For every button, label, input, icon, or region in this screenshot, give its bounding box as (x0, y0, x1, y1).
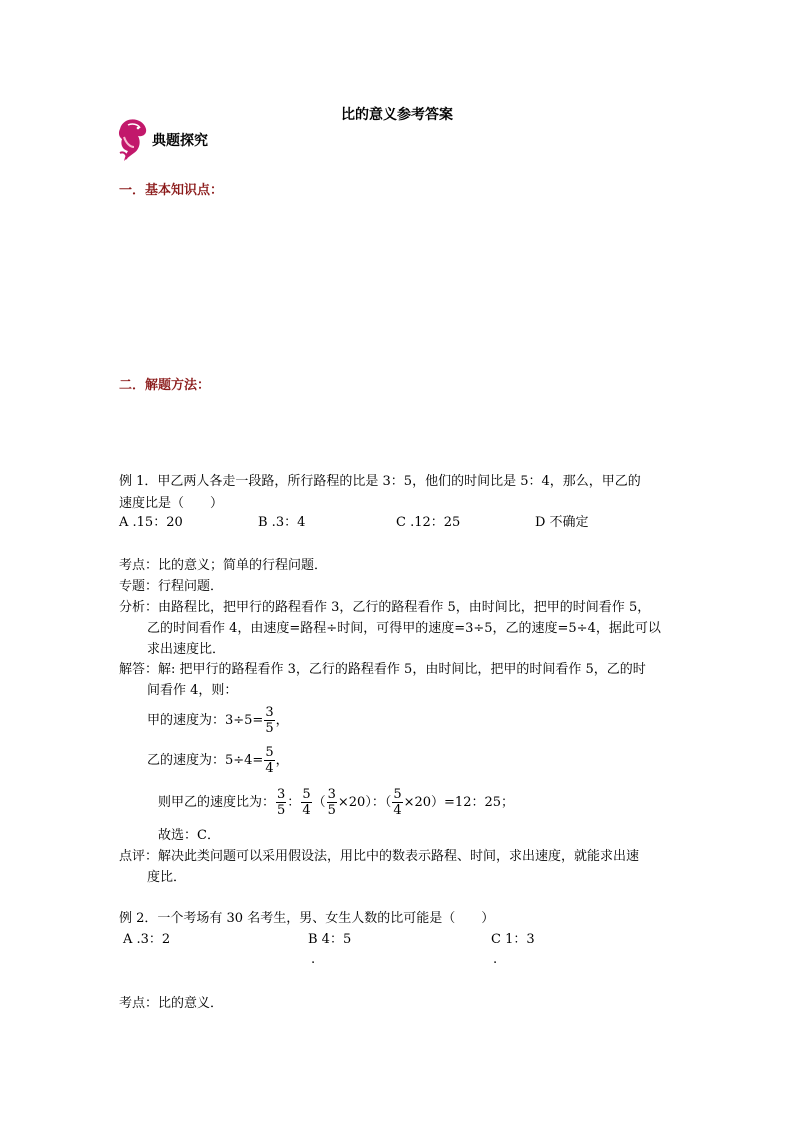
example1-zhuanti: 专题：行程问题． (119, 579, 224, 594)
fraction (392, 787, 402, 818)
jia-speed-suffix: ， (275, 712, 289, 728)
example1-fenxi-line1: 分析：由路程比，把甲行的路程看作 3，乙行的路程看作 5，由时间比，把甲的时间看作 5， (119, 600, 651, 615)
ratio-prefix: 则甲乙的速度比为： (158, 794, 276, 810)
fraction-denominator: 4 (302, 803, 311, 818)
fraction-numerator: 5 (393, 787, 402, 802)
example1-dianping-line2: 度比． (147, 870, 187, 885)
section-number: 一． (119, 183, 146, 198)
section-methods (119, 374, 210, 393)
ratio-open-paren: （ (312, 794, 326, 810)
example1-choice: 故选：C． (158, 828, 220, 843)
example2-kaodian: 考点：比的意义． (119, 996, 224, 1011)
example1-jieda-line1: 解答：解: 把甲行的路程看作 3，乙行的路程看作 5，由时间比，把甲的时间看作 5，乙的时 (119, 662, 646, 677)
yi-speed-suffix: ， (275, 752, 289, 768)
example2-option-c-dot: . (493, 952, 498, 967)
fraction (327, 787, 337, 818)
fraction (276, 787, 286, 818)
ratio-tail: ×20）=12：25； (403, 794, 515, 810)
fraction-denominator: 4 (265, 761, 274, 776)
example1-question-line2: 速度比是（ ） (119, 496, 224, 511)
example2-option-b: B 4：5 (308, 932, 352, 947)
ratio-colon: ： (287, 794, 301, 810)
fraction-numerator: 3 (265, 705, 274, 720)
example1-option-b: B .3：4 (258, 515, 306, 530)
dolphin-logo-icon (116, 117, 150, 163)
section-number: 二． (119, 378, 146, 393)
example1-jieda-line2: 间看作 4，则： (147, 683, 238, 698)
example1-fenxi-line3: 求出速度比． (147, 642, 226, 657)
example1-speed-ratio (158, 787, 514, 818)
example1-option-a: A .15：20 (119, 515, 183, 530)
section-label: 解题方法： (145, 378, 211, 393)
example1-kaodian: 考点：比的意义；简单的行程问题． (119, 558, 328, 573)
fraction (264, 705, 274, 736)
fraction-denominator: 4 (393, 803, 402, 818)
jia-speed-prefix: 甲的速度为：3÷5= (147, 712, 264, 728)
fraction-denominator: 5 (277, 803, 286, 818)
section-label: 基本知识点： (145, 183, 224, 198)
fraction-numerator: 5 (265, 745, 274, 760)
example1-option-c: C .12：25 (396, 515, 461, 530)
fraction (301, 787, 311, 818)
example1-jia-speed (147, 705, 289, 736)
example2-option-c: C 1：3 (491, 932, 535, 947)
example1-yi-speed (147, 745, 289, 776)
fraction-denominator: 5 (327, 803, 336, 818)
fraction-numerator: 3 (327, 787, 336, 802)
section-subtitle: 典题探究 (152, 133, 208, 149)
example1-fenxi-line2: 乙的时间看作 4，由速度=路程÷时间，可得甲的速度=3÷5，乙的速度=5÷4，据此可以 (147, 621, 661, 636)
ratio-middle: ×20）：（ (337, 794, 392, 810)
example2-question: 例 2．一个考场有 30 名考生，男、女生人数的比可能是（ ） (119, 911, 495, 926)
example2-option-a: A .3：2 (123, 932, 171, 947)
example1-dianping-line1: 点评：解决此类问题可以采用假设法，用比中的数表示路程、时间，求出速度，就能求出速 (119, 849, 640, 864)
example1-option-d: D 不确定 (535, 515, 589, 530)
example2-option-b-dot: . (311, 952, 316, 967)
example1-question-line1: 例 1．甲乙两人各走一段路，所行路程的比是 3：5，他们的时间比是 5：4，那么，甲乙的 (119, 474, 641, 489)
fraction-denominator: 5 (265, 721, 274, 736)
page-title: 比的意义参考答案 (341, 107, 453, 123)
fraction-numerator: 5 (302, 787, 311, 802)
yi-speed-prefix: 乙的速度为：5÷4= (147, 752, 264, 768)
fraction-numerator: 3 (277, 787, 286, 802)
section-basic-knowledge (119, 179, 223, 198)
fraction (264, 745, 274, 776)
